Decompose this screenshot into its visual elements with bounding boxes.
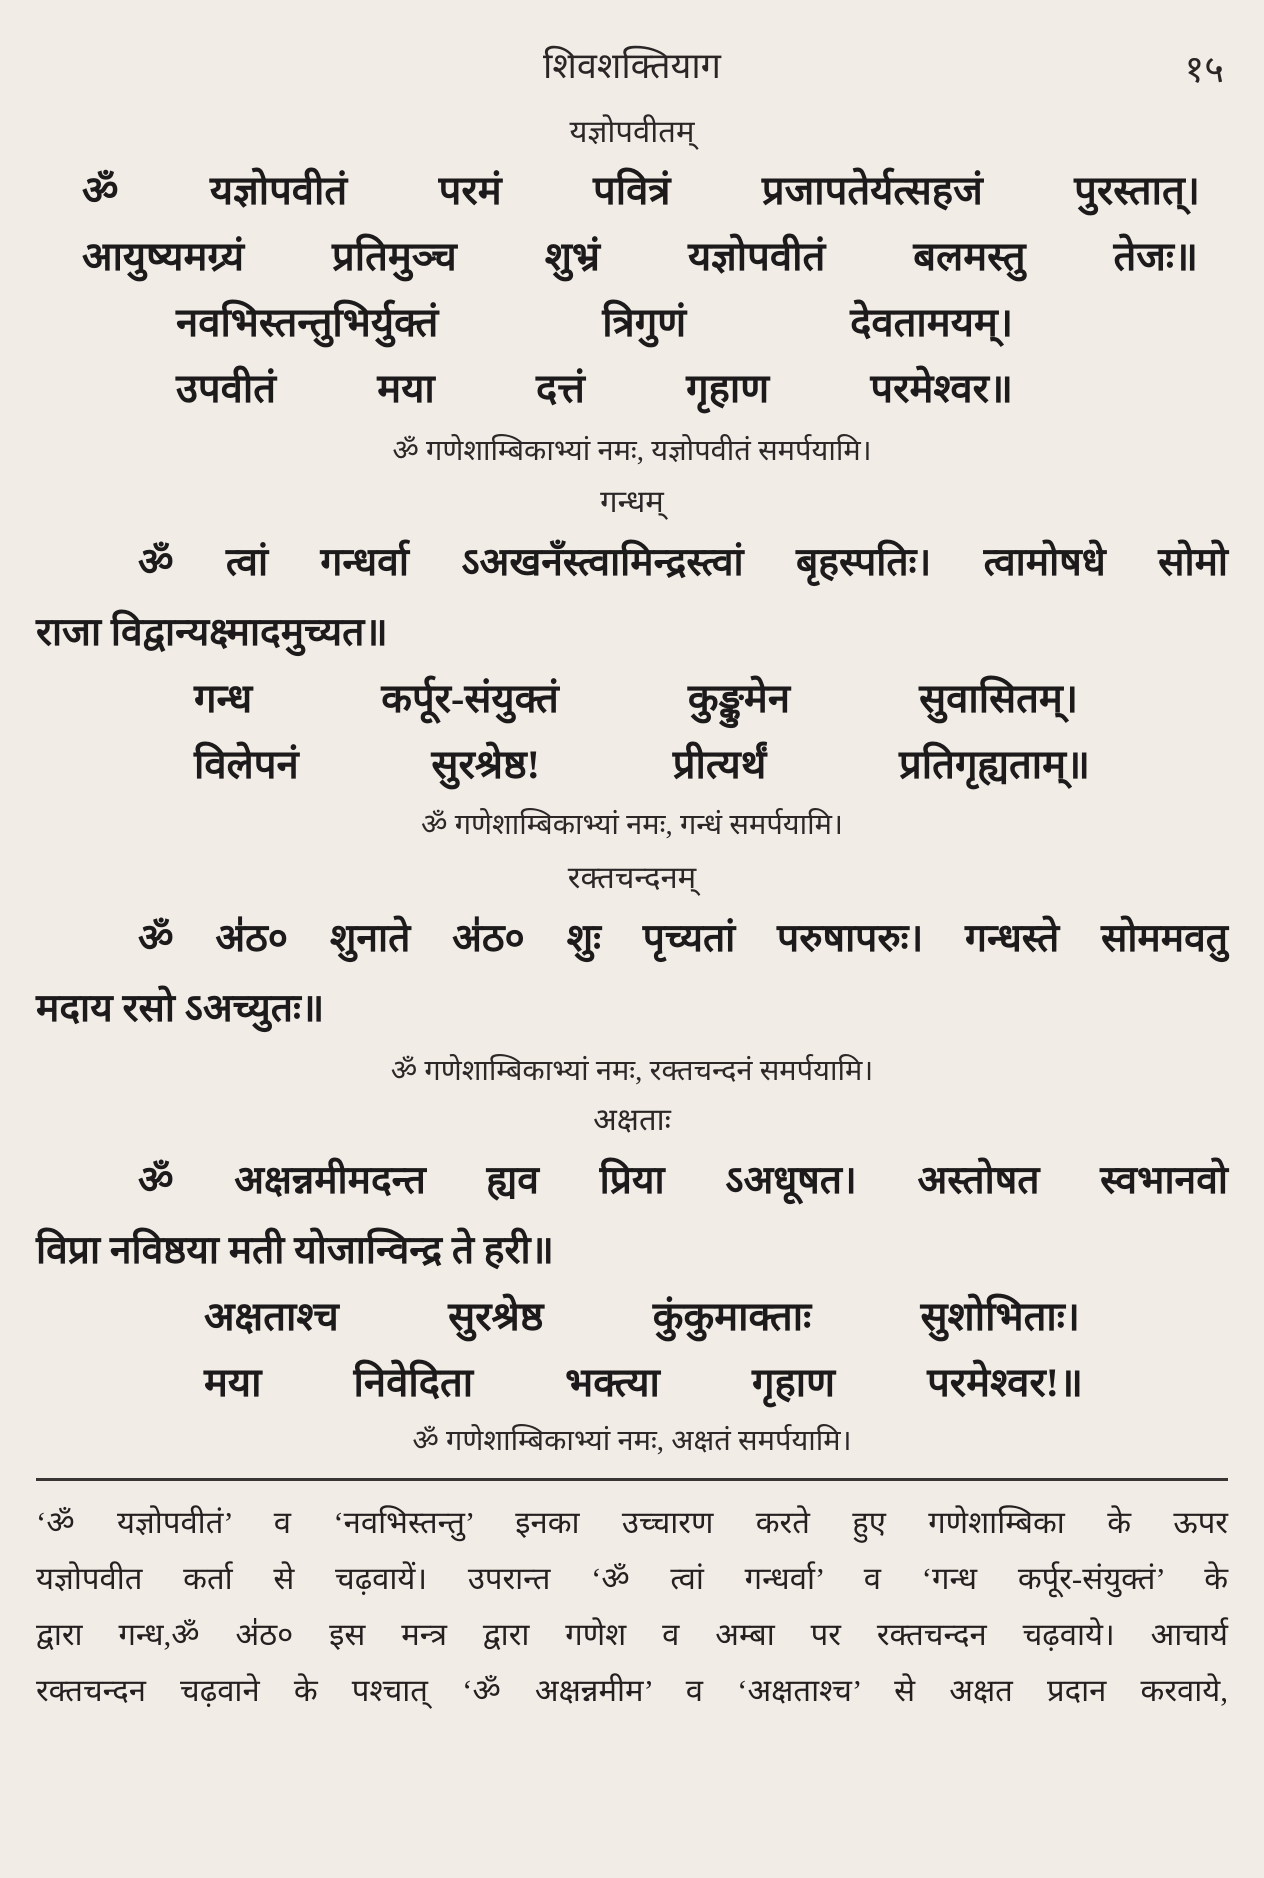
offering-line: ॐ गणेशाम्बिकाभ्यां नमः, रक्तचन्दनं समर्पयामि। — [390, 1055, 874, 1087]
section-heading: अक्षताः — [593, 1102, 671, 1137]
section-raktachandanam — [36, 858, 1228, 1094]
verse-word: सुशोभिताः। — [920, 1294, 1080, 1339]
section-heading: रक्तचन्दनम् — [567, 860, 697, 895]
footnote-line: द्वारा गन्ध,ॐ अ॑ठ० इस मन्त्र द्वारा गणेश व अम्बा पर रक्तचन्दन चढ़वाये। आचार्य — [36, 1617, 1228, 1652]
verse-word: प्रजापतेर्यत्सहजं — [761, 168, 983, 213]
verse-word: कुङ्कुमेन — [687, 676, 791, 721]
verse-word: कर्पूर-संयुक्तं — [381, 676, 559, 721]
verse-line — [36, 222, 1228, 288]
verse-word: यज्ञोपवीतं — [209, 168, 348, 213]
verse-word: कुंकुमाक्ताः — [652, 1294, 812, 1339]
offering-line: ॐ गणेशाम्बिकाभ्यां नमः, गन्धं समर्पयामि। — [421, 809, 843, 841]
verse-word: मया — [204, 1360, 262, 1405]
section-heading: गन्धम् — [600, 484, 664, 519]
mantra-line: राजा विद्वान्यक्ष्मादमुच्यत॥ — [36, 611, 388, 654]
verse-word: दत्तं — [536, 366, 585, 411]
offering-line: ॐ गणेशाम्बिकाभ्यां नमः, अक्षतं समर्पयामि। — [412, 1425, 852, 1457]
offering-line: ॐ गणेशाम्बिकाभ्यां नमः, यज्ञोपवीतं समर्पयामि। — [392, 435, 872, 467]
footnote-divider — [36, 1478, 1228, 1481]
verse-line — [36, 1348, 1228, 1414]
verse-word: प्रतिमुञ्च — [332, 234, 457, 279]
verse-word: ॐ — [82, 168, 119, 213]
verse-word: शुभ्रं — [544, 234, 601, 279]
page-number: १५ — [1184, 49, 1224, 91]
verse-word: त्रिगुणं — [602, 300, 687, 345]
verse-word: प्रीत्यर्थं — [672, 742, 767, 787]
mantra-line: ॐ त्वां गन्धर्वा ऽअखनँस्त्वामिन्द्रस्त्वां बृहस्पतिः। त्वामोषधे सोमो — [138, 541, 1228, 584]
verse-line — [36, 354, 1228, 420]
verse-line — [36, 730, 1228, 796]
verse-word: परमं — [438, 168, 502, 213]
verse-word: उपवीतं — [176, 366, 277, 411]
verse-word: गृहाण — [686, 366, 770, 411]
verse-word: आयुष्यमग्र्यं — [82, 234, 245, 279]
verse-word: यज्ञोपवीतं — [687, 234, 826, 279]
verse-line — [36, 152, 1228, 222]
running-title: शिवशक्तियाग — [543, 46, 721, 86]
verse-word: परमेश्वर!॥ — [927, 1360, 1083, 1405]
verse-word: देवतामयम्। — [850, 300, 1013, 345]
running-head — [0, 40, 1264, 90]
verse-word: गृहाण — [751, 1360, 836, 1405]
section-akshatah — [36, 1100, 1228, 1464]
verse-word: निवेदिता — [353, 1360, 474, 1405]
mantra-line: ॐ अ॑ठ० शुनाते अ॑ठ० शुः पृच्यतां परुषापरुः। गन्धस्ते सोममवतु — [138, 917, 1228, 960]
verse-word: सुरश्रेष्ठ — [448, 1294, 544, 1339]
mantra-line: मदाय रसो ऽअच्युतः॥ — [36, 987, 325, 1030]
verse-word: भक्त्या — [565, 1360, 660, 1405]
verse-word: सुरश्रेष्ठ! — [431, 742, 541, 787]
verse-word: तेजः॥ — [1113, 234, 1198, 279]
verse-word: पुरस्तात्। — [1074, 168, 1200, 213]
section-yajnopavitam — [36, 112, 1228, 474]
verse-word: पवित्रं — [593, 168, 671, 213]
mantra-line: विप्रा नविष्ठया मती योजान्विन्द्र ते हरी॥ — [36, 1229, 554, 1272]
verse-line — [36, 1286, 1228, 1348]
section-heading: यज्ञोपवीतम् — [569, 114, 695, 149]
mantra-line: ॐ अक्षन्नमीमदन्त ह्यव प्रिया ऽअधूषत। अस्तोषत स्वभानवो — [138, 1159, 1228, 1202]
verse-word: विलेपनं — [194, 742, 299, 787]
verse-word: नवभिस्तन्तुभिर्युक्तं — [176, 300, 439, 345]
verse-word: मया — [377, 366, 435, 411]
footnote — [36, 1495, 1228, 1719]
footnote-line: ‘ॐ यज्ञोपवीतं’ व ‘नवभिस्तन्तु’ इनका उच्चारण करते हुए गणेशाम्बिका के ऊपर — [36, 1505, 1228, 1540]
verse-word: बलमस्तु — [913, 234, 1026, 279]
section-gandham — [36, 482, 1228, 848]
footnote-line: यज्ञोपवीत कर्ता से चढ़वायें। उपरान्त ‘ॐ त्वां गन्धर्वा’ व ‘गन्ध कर्पूर-संयुक्तं’ के — [36, 1561, 1228, 1596]
verse-word: अक्षताश्च — [204, 1294, 339, 1339]
verse-word: सुवासितम्। — [919, 676, 1078, 721]
verse-line — [36, 288, 1228, 354]
verse-word: प्रतिगृह्यताम्॥ — [899, 742, 1090, 787]
footnote-line: रक्तचन्दन चढ़वाने के पश्चात् ‘ॐ अक्षन्नमीम’ व ‘अक्षताश्च’ से अक्षत प्रदान करवाये, — [36, 1673, 1228, 1708]
verse-word: गन्ध — [194, 676, 253, 721]
verse-word: परमेश्वर॥ — [870, 366, 1013, 411]
verse-line — [36, 668, 1228, 730]
